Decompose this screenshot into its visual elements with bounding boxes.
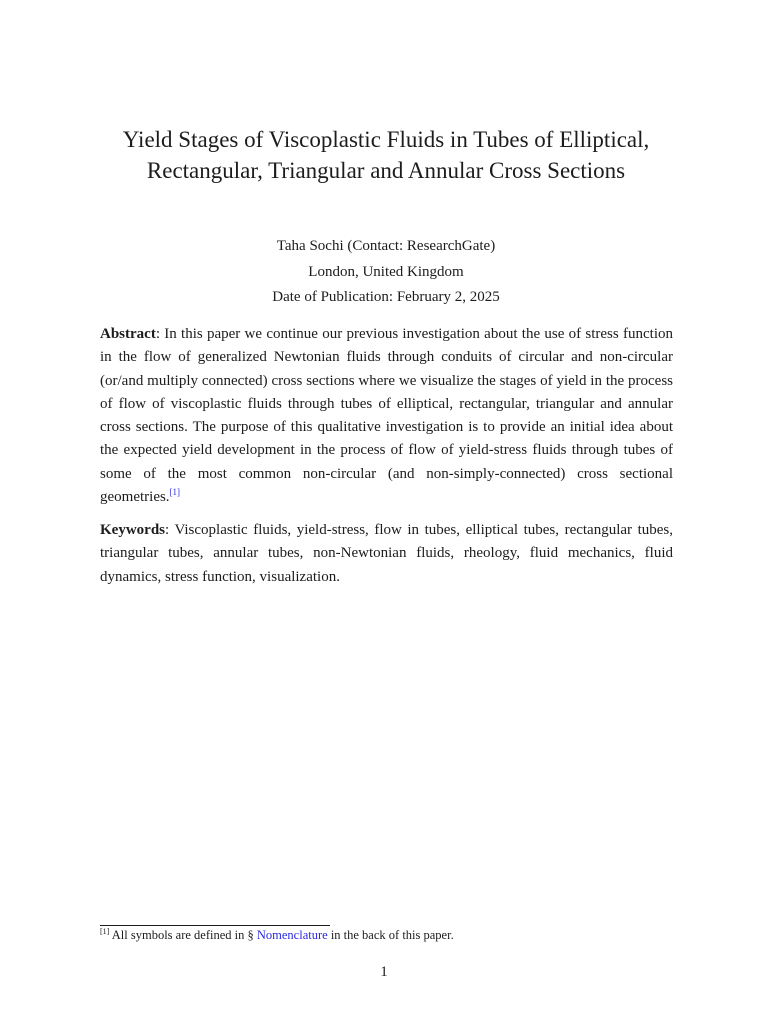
footnote-divider xyxy=(100,925,330,926)
footnote xyxy=(100,927,673,943)
abstract-label: Abstract xyxy=(100,326,156,342)
author-block xyxy=(100,234,672,311)
page-number: 1 xyxy=(380,964,388,980)
keywords-text: Viscoplastic fluids, yield-stress, flow in tubes, elliptical tubes, rectangular tubes, triangular tubes, annular tubes, non-Newtonian fluids, rheology, fluid mechanics, fluid dynamics, stress function, visualization. xyxy=(100,522,673,585)
nomenclature-link[interactable]: Nomenclature xyxy=(256,928,328,942)
keywords-separator: : xyxy=(165,522,170,538)
publication-date: Date of Publication: February 2, 2025 xyxy=(272,289,500,305)
author-location: London, United Kingdom xyxy=(308,263,464,280)
keywords-label: Keywords xyxy=(100,522,165,538)
footnote-reference-link[interactable]: [1] xyxy=(169,487,181,498)
paper-title: Yield Stages of Viscoplastic Fluids in Tubes of Elliptical, Rectangular, Triangular and Annular Cross Sections xyxy=(122,127,650,183)
footnote-text-before: All symbols are defined in § xyxy=(109,928,257,942)
author-name: Taha Sochi (Contact: ResearchGate) xyxy=(276,238,496,254)
footnote-text-after: in the back of this paper. xyxy=(327,928,454,942)
keywords-paragraph xyxy=(100,519,673,589)
footnote-marker: [1] xyxy=(100,927,110,936)
abstract-separator: : xyxy=(155,326,160,342)
abstract-paragraph xyxy=(100,323,673,509)
abstract-text: In this paper we continue our previous investigation about the use of stress function in the flow of generalized Newtonian fluids through conduits of circular and non-circular (or/and multiply connected) cross sections where we visualize the stages of yield in the process of flow of viscoplastic fluids through tubes of elliptical, rectangular, triangular and annular cross sections. The purpose of this qualitative investigation is to provide an initial idea about the expected yield development in the process of flow of yield-stress fluids through tubes of some of the most common non-circular (and non-simply-connected) cross sectional geometries. xyxy=(100,326,673,506)
